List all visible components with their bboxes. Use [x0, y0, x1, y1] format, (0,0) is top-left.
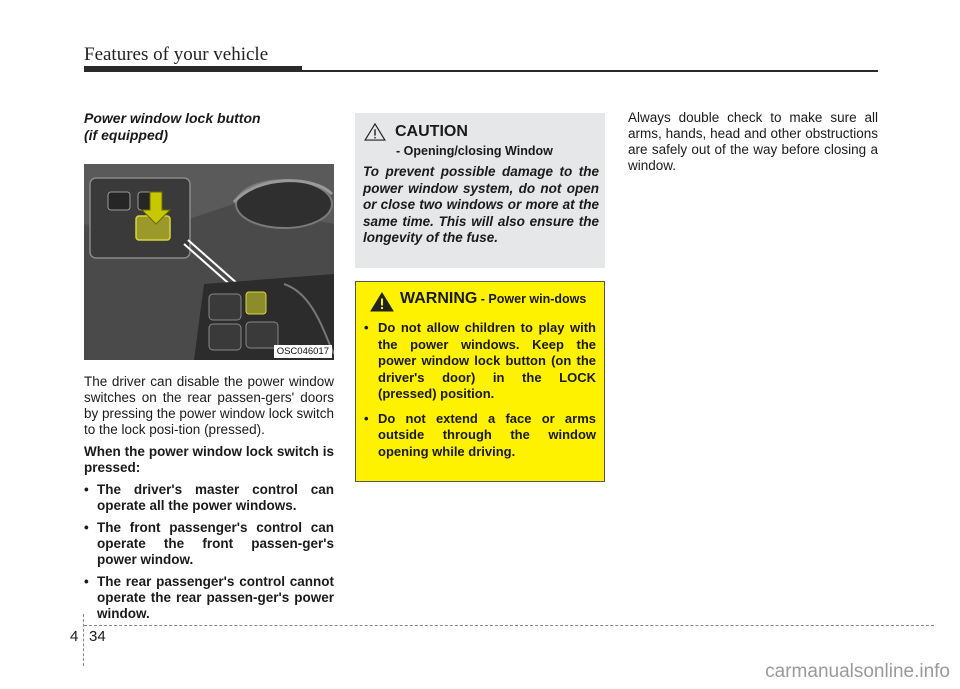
lock-effects-list	[84, 482, 334, 622]
left-column	[84, 110, 334, 628]
list-item	[84, 520, 334, 568]
door-switch-photo	[84, 164, 334, 360]
warning-title-wrap	[400, 290, 596, 308]
door-panel-illustration	[84, 164, 334, 360]
section-title-equipped: (if equipped)	[84, 127, 168, 143]
right-column	[628, 110, 878, 174]
list-item	[84, 482, 334, 514]
when-pressed-heading: When the power window lock switch is pressed:	[84, 444, 334, 475]
bullet: •	[364, 410, 369, 426]
list-item-text: Do not allow children to play with the power windows. Keep the power window lock button (on the driver's door) in the LOCK (pressed) position.	[378, 320, 596, 401]
warning-header	[364, 290, 596, 312]
list-item-text: The front passenger's control can operate the front passen-ger's power window.	[97, 520, 334, 567]
bullet: •	[84, 520, 89, 535]
bullet: •	[84, 574, 89, 589]
caution-title: CAUTION	[395, 123, 468, 140]
warning-box	[355, 281, 605, 482]
safety-check-paragraph: Always double check to make sure all arms, hands, head and other obstructions are safely out of the way before closing a window.	[628, 110, 878, 173]
chapter-number: 4	[70, 628, 79, 645]
caution-subtitle: - Opening/closing Window	[396, 144, 553, 158]
section-title	[84, 110, 334, 144]
list-item-text: The rear passenger's control cannot operate the rear passen-ger's power window.	[97, 574, 334, 621]
warning-subtitle: - Power win-dows	[477, 292, 587, 306]
caution-triangle-icon	[363, 123, 387, 141]
page-number: 34	[89, 628, 106, 645]
section-title-main: Power window lock button	[84, 110, 261, 126]
watermark-link[interactable]: carmanualsonline.info	[765, 661, 950, 682]
bullet: •	[364, 320, 369, 335]
list-item-text: The driver's master control can operate all the power windows.	[97, 482, 334, 513]
caution-header	[363, 122, 599, 142]
footer-rule	[84, 625, 934, 626]
header-bar	[84, 66, 302, 72]
header-rule	[300, 70, 878, 72]
list-item-text: Do not extend a face or arms outside through the window opening while driving.	[378, 410, 596, 459]
bullet: •	[84, 482, 89, 497]
list-item	[364, 320, 596, 403]
caution-box	[355, 113, 605, 268]
footer-separator	[83, 614, 84, 666]
page-header-title: Features of your vehicle	[84, 44, 269, 65]
list-item	[84, 574, 334, 622]
list-item	[364, 411, 596, 461]
intro-paragraph: The driver can disable the power window switches on the rear passen-gers' doors by pressing the power window lock switch to the lock posi-tion (pressed).	[84, 374, 334, 437]
warning-list	[364, 320, 596, 460]
warning-triangle-icon	[370, 292, 394, 312]
warning-title: WARNING	[400, 290, 478, 307]
caution-body: To prevent possible damage to the power window system, do not open or close two windows or more at the same time. This will also ensure the longevity of the fuse.	[363, 164, 599, 245]
photo-code-label: OSC046017	[274, 345, 332, 358]
